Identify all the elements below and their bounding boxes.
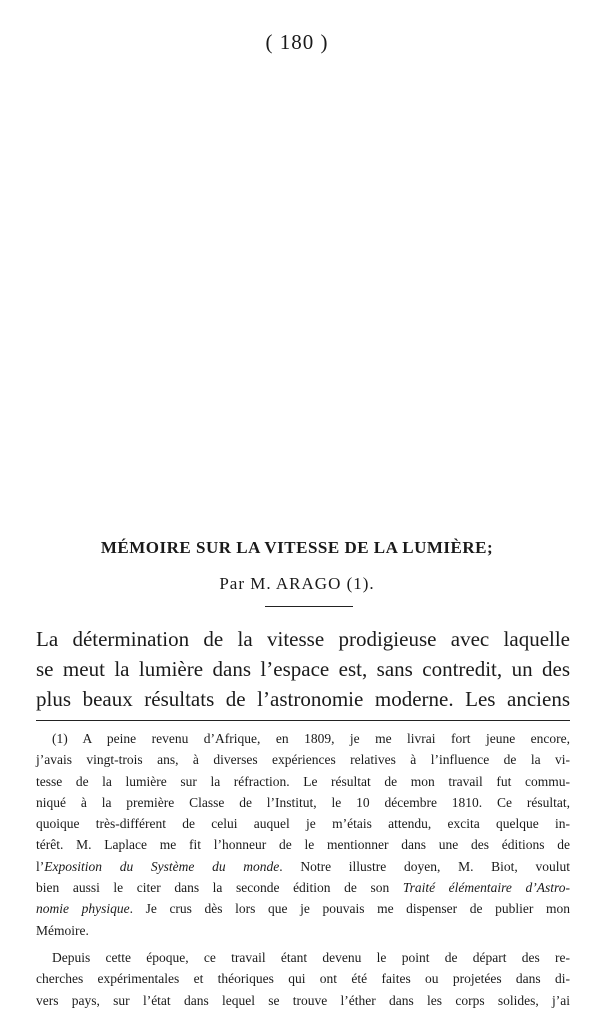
footnote-text: . Notre illustre doyen, M. Biot, voulut	[279, 858, 570, 874]
page-number: ( 180 )	[265, 30, 329, 54]
body-line: se meut la lumière dans l’espace est, sans contredit, un des	[36, 657, 570, 681]
footnote-line: cherches expérimentales et théoriques qui ont été faites ou projetées dans di-	[36, 971, 570, 987]
body-text	[36, 624, 570, 714]
footnote-line: quoique très-différent de celui auquel je m’étais attendu, excita quelque in-	[36, 816, 570, 832]
footnote-book-title: Exposition du Système du monde	[44, 858, 280, 874]
footnote-paragraph	[36, 947, 570, 1011]
body-line: La détermination de la vitesse prodigieuse avec laquelle	[36, 627, 570, 651]
footnote-line: Depuis cette époque, ce travail étant devenu le point de départ des re-	[52, 949, 570, 965]
footnote-line: térêt. M. Laplace me fit l’honneur de le mentionner dans une des éditions de	[36, 837, 570, 853]
footnote	[36, 728, 570, 1011]
footnote-text: . Je crus dès lors que je pouvais me dispenser de publier mon	[129, 901, 570, 917]
footnote-line: j’avais vingt-trois ans, à diverses expériences relatives à l’influence de la vi-	[36, 752, 570, 768]
author-byline: Par M. ARAGO (1).	[219, 574, 375, 593]
footnote-line: Mémoire.	[36, 922, 89, 938]
footnote-line	[36, 856, 570, 877]
footnote-text: l’	[36, 858, 45, 874]
body-line: plus beaux résultats de l’astronomie moderne. Les anciens	[36, 687, 570, 711]
footnote-line: vers pays, sur l’état dans lequel se trouve l’éther dans les corps solides, j’ai	[36, 992, 570, 1008]
footnote-line: niqué à la première Classe de l’Institut, le 10 décembre 1810. Ce résultat,	[36, 794, 570, 810]
footnote-line: tesse de la lumière sur la réfraction. Le résultat de mon travail fut commu-	[36, 773, 570, 789]
footnote-line	[36, 877, 570, 898]
footnote-line: (1) A peine revenu d’Afrique, en 1809, je me livrai fort jeune encore,	[52, 731, 570, 746]
article-title: MÉMOIRE SUR LA VITESSE DE LA LUMIÈRE;	[100, 538, 494, 557]
footnote-book-title: Traité élémentaire d’Astro-	[402, 880, 570, 896]
title-divider	[265, 606, 353, 607]
footnote-text: bien aussi le citer dans la seconde édition de son	[36, 880, 403, 896]
footnote-book-title: nomie physique	[36, 901, 130, 917]
footnote-line	[36, 898, 570, 919]
footnote-divider	[36, 720, 570, 721]
